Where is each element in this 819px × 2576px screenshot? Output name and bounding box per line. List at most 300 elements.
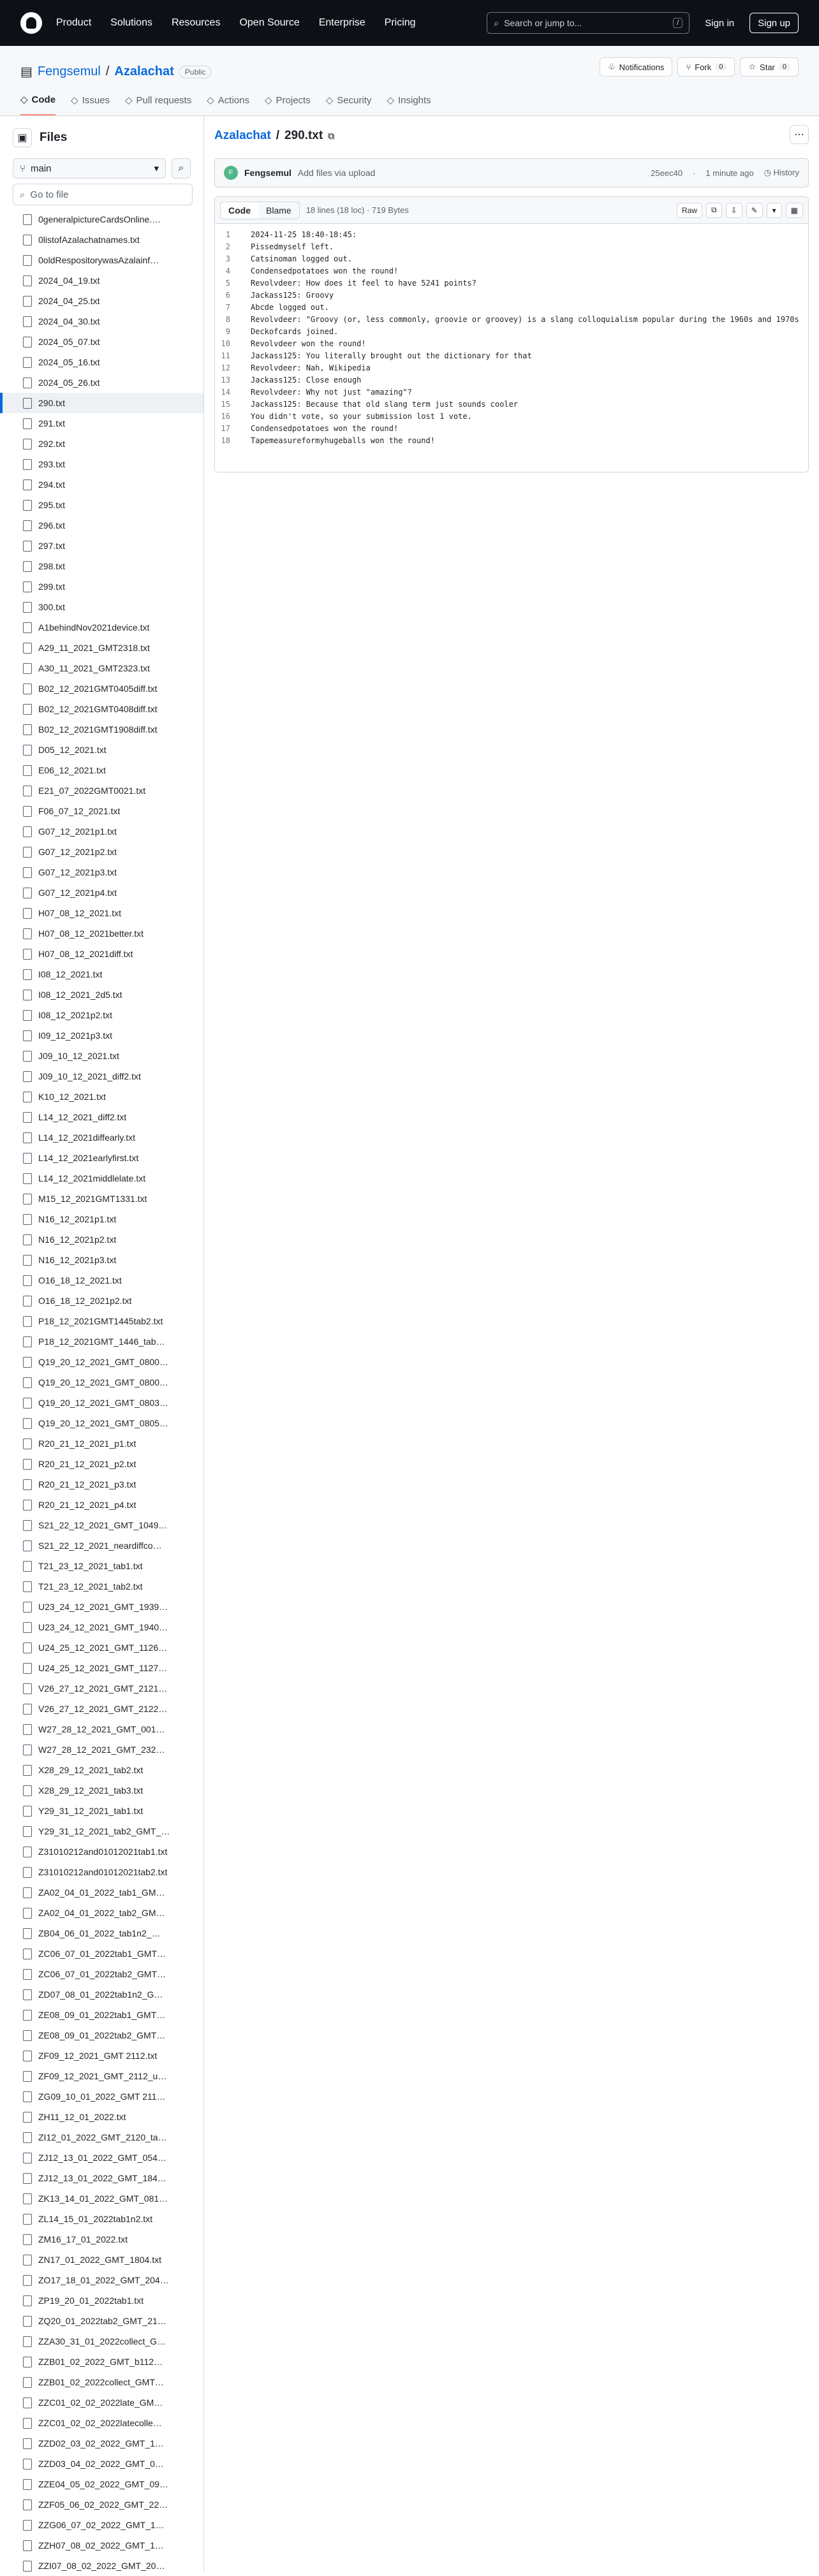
file-tree-item[interactable]: Q19_20_12_2021_GMT_0805…: [0, 1413, 203, 1433]
file-icon: [23, 2520, 32, 2531]
pull-request-icon: ◇: [124, 95, 133, 106]
file-tree-item[interactable]: 298.txt: [0, 556, 203, 576]
bell-icon: ♧: [607, 62, 616, 71]
file-tree-item[interactable]: B02_12_2021GMT0405diff.txt: [0, 678, 203, 699]
file-tree-item[interactable]: ZZD03_04_02_2022_GMT_0…: [0, 2454, 203, 2474]
search-icon: ⌕: [20, 189, 26, 200]
line-number[interactable]: 12: [221, 363, 230, 372]
file-tree-item[interactable]: L14_12_2021earlyfirst.txt: [0, 1148, 203, 1168]
file-icon: [23, 418, 32, 429]
file-icon: [23, 1908, 32, 1919]
file-tree-item[interactable]: D05_12_2021.txt: [0, 740, 203, 760]
file-tree-item[interactable]: G07_12_2021p1.txt: [0, 821, 203, 842]
file-icon: [23, 928, 32, 939]
code-line[interactable]: 6 Jackass125: Groovy: [215, 291, 808, 303]
file-icon: [23, 1194, 32, 1204]
file-tree-item[interactable]: ZZI07_08_02_2022_GMT_20…: [0, 2556, 203, 2576]
file-tree-item[interactable]: I08_12_2021.txt: [0, 964, 203, 984]
code-line[interactable]: 17 Condensedpotatoes won the round!: [215, 424, 808, 436]
code-line[interactable]: 18 Tapemeasureformyhugeballs won the round!: [215, 436, 808, 448]
repo-tabs: [20, 85, 431, 115]
line-number[interactable]: 18: [221, 436, 230, 445]
file-tree-item[interactable]: 291.txt: [0, 413, 203, 434]
file-tree-item[interactable]: 2024_05_26.txt: [0, 372, 203, 393]
go-to-file-input[interactable]: ⌕ Go to file: [13, 184, 193, 205]
line-number[interactable]: 9: [225, 327, 230, 336]
file-tree-item[interactable]: N16_12_2021p2.txt: [0, 1229, 203, 1250]
branch-icon: ⑂: [20, 163, 26, 174]
file-tree-item[interactable]: P18_12_2021GMT1445tab2.txt: [0, 1311, 203, 1331]
file-tree-item[interactable]: H07_08_12_2021better.txt: [0, 923, 203, 944]
code-line[interactable]: 3 Catsinoman logged out.: [215, 254, 808, 267]
file-tree-item[interactable]: ZA02_04_01_2022_tab1_GM…: [0, 1882, 203, 1903]
sidebar-toggle-icon[interactable]: ▣: [13, 128, 32, 147]
search-icon: ⌕: [178, 163, 184, 173]
breadcrumb: Azalachat / 290.txt ⧉: [214, 129, 335, 142]
file-tree-item[interactable]: L14_12_2021middlelate.txt: [0, 1168, 203, 1189]
line-number[interactable]: 3: [225, 254, 230, 263]
file-icon: [23, 2173, 32, 2184]
file-tree-item[interactable]: ZG09_10_01_2022_GMT 211…: [0, 2086, 203, 2107]
file-tree-item[interactable]: ZZC01_02_02_2022late_GM…: [0, 2392, 203, 2413]
file-tree-item[interactable]: U24_25_12_2021_GMT_1126…: [0, 1637, 203, 1658]
file-tree-item[interactable]: 300.txt: [0, 597, 203, 617]
file-icon: [23, 1785, 32, 1796]
code-line[interactable]: 13 Jackass125: Close enough: [215, 376, 808, 388]
file-icon: [23, 1969, 32, 1980]
file-icon: [23, 439, 32, 450]
code-line[interactable]: 7 Abcde logged out.: [215, 303, 808, 315]
file-icon: [23, 1479, 32, 1490]
code-line[interactable]: 2 Pissedmyself left.: [215, 242, 808, 254]
repo-icon: ▤: [20, 65, 33, 79]
download-icon[interactable]: ⇩: [726, 203, 742, 218]
code-line[interactable]: 10 Revolvdeer won the round!: [215, 339, 808, 351]
file-icon: [23, 1806, 32, 1817]
file-icon: [23, 582, 32, 592]
nav-item[interactable]: Product: [56, 17, 92, 28]
file-tree-item[interactable]: A1behindNov2021device.txt: [0, 617, 203, 638]
file-icon: [23, 2479, 32, 2490]
file-icon: [23, 2336, 32, 2347]
edit-icon[interactable]: ✎: [746, 203, 763, 218]
file-icon: [23, 949, 32, 960]
line-number[interactable]: 16: [221, 412, 230, 421]
file-tree-item[interactable]: ZO17_18_01_2022_GMT_204…: [0, 2270, 203, 2290]
file-tree-item[interactable]: 292.txt: [0, 434, 203, 454]
file-tree-item[interactable]: E06_12_2021.txt: [0, 760, 203, 780]
file-icon: [23, 1724, 32, 1735]
file-tree-item[interactable]: ZZC01_02_02_2022latecolle…: [0, 2413, 203, 2433]
file-tree-item[interactable]: W27_28_12_2021_GMT_232…: [0, 1739, 203, 1760]
code-line[interactable]: 15 Jackass125: Because that old slang term just sounds cooler: [215, 400, 808, 412]
file-tree-item[interactable]: Q19_20_12_2021_GMT_0800…: [0, 1352, 203, 1372]
code-line[interactable]: 4 Condensedpotatoes won the round!: [215, 267, 808, 279]
file-tree-item[interactable]: I08_12_2021p2.txt: [0, 1005, 203, 1025]
line-number[interactable]: 17: [221, 424, 230, 433]
projects-icon: ◇: [264, 95, 272, 106]
file-tree-item[interactable]: G07_12_2021p3.txt: [0, 862, 203, 882]
file-icon: [23, 765, 32, 776]
file-tree-item[interactable]: R20_21_12_2021_p3.txt: [0, 1474, 203, 1495]
file-tree-item[interactable]: J09_10_12_2021_diff2.txt: [0, 1066, 203, 1087]
file-tree-item[interactable]: ZE08_09_01_2022tab1_GMT…: [0, 2005, 203, 2025]
file-tree-item[interactable]: T21_23_12_2021_tab2.txt: [0, 1576, 203, 1597]
fork-icon: ⑂: [686, 62, 691, 72]
file-tree-item[interactable]: Y29_31_12_2021_tab2_GMT_…: [0, 1821, 203, 1841]
file-icon: [23, 908, 32, 919]
code-lines: [215, 224, 808, 455]
file-tree-item[interactable]: 294.txt: [0, 474, 203, 495]
file-icon: [23, 316, 32, 327]
kebab-icon: ⋯: [794, 129, 804, 140]
file-tree-item[interactable]: I09_12_2021p3.txt: [0, 1025, 203, 1046]
file-tree-item[interactable]: A30_11_2021_GMT2323.txt: [0, 658, 203, 678]
file-icon: [23, 2214, 32, 2225]
file-tree-item[interactable]: A29_11_2021_GMT2318.txt: [0, 638, 203, 658]
file-tree-item[interactable]: ZZG06_07_02_2022_GMT_1…: [0, 2515, 203, 2535]
file-tree-item[interactable]: 290.txt: [0, 393, 203, 413]
file-tree-item[interactable]: V26_27_12_2021_GMT_2122…: [0, 1699, 203, 1719]
file-tree-item[interactable]: 296.txt: [0, 515, 203, 536]
nav-item[interactable]: Open Source: [239, 17, 300, 28]
copy-icon[interactable]: ⧉: [706, 203, 722, 218]
repository-header: [0, 46, 819, 116]
file-tree-item[interactable]: Y29_31_12_2021_tab1.txt: [0, 1801, 203, 1821]
fork-button[interactable]: ⑂ Fork 0: [677, 57, 735, 77]
file-tree-item[interactable]: J09_10_12_2021.txt: [0, 1046, 203, 1066]
file-icon: [23, 2397, 32, 2408]
breadcrumb-repo-link[interactable]: Azalachat: [214, 129, 271, 142]
file-tree-item[interactable]: O16_18_12_2021p2.txt: [0, 1291, 203, 1311]
file-icon: [23, 377, 32, 388]
security-icon: ◇: [325, 95, 334, 106]
blame-tab[interactable]: Blame: [266, 205, 291, 216]
file-tree-item[interactable]: N16_12_2021p3.txt: [0, 1250, 203, 1270]
file-icon: [23, 704, 32, 715]
file-tree-item[interactable]: V26_27_12_2021_GMT_2121…: [0, 1678, 203, 1699]
commit-hash[interactable]: 25eec40: [651, 168, 683, 178]
file-tree-item[interactable]: 2024_04_25.txt: [0, 291, 203, 311]
file-tree-item[interactable]: ZQ20_01_2022tab2_GMT_21…: [0, 2311, 203, 2331]
file-icon: [23, 1357, 32, 1368]
file-icon: [23, 459, 32, 470]
file-tree-item[interactable]: ZZD02_03_02_2022_GMT_1…: [0, 2433, 203, 2454]
file-tree-item[interactable]: ZE08_09_01_2022tab2_GMT…: [0, 2025, 203, 2045]
file-icon: [23, 1051, 32, 1062]
tab-issues[interactable]: ◇ Issues: [71, 94, 110, 106]
file-icon: [23, 1847, 32, 1857]
repository-title: ▤ Fengsemul / Azalachat Public: [20, 64, 211, 80]
file-tree-item[interactable]: 293.txt: [0, 454, 203, 474]
file-tree-item[interactable]: ZM16_17_01_2022.txt: [0, 2229, 203, 2250]
nav-item[interactable]: Pricing: [384, 17, 416, 28]
file-tree-item[interactable]: G07_12_2021p2.txt: [0, 842, 203, 862]
file-tree-item[interactable]: F06_07_12_2021.txt: [0, 801, 203, 821]
code-line[interactable]: 8 Revolvdeer: "Groovy (or, less commonly, groovie or groovey) is a slang colloquialism popular during the 1960s and 1970s: [215, 315, 808, 327]
file-icon: [23, 2499, 32, 2510]
repo-name-link[interactable]: Azalachat: [114, 64, 174, 78]
line-number[interactable]: 7: [225, 303, 230, 312]
file-viewer: [214, 196, 809, 472]
code-icon: ◇: [20, 94, 28, 105]
file-tree-item[interactable]: S21_22_12_2021_neardiffco…: [0, 1535, 203, 1556]
file-icon: [23, 1949, 32, 1959]
file-icon: [23, 990, 32, 1000]
file-tree-item[interactable]: U23_24_12_2021_GMT_1940…: [0, 1617, 203, 1637]
file-icon: [23, 786, 32, 796]
file-tree-item[interactable]: I08_12_2021_2d5.txt: [0, 984, 203, 1005]
file-icon: [23, 1030, 32, 1041]
file-tree-item[interactable]: X28_29_12_2021_tab2.txt: [0, 1760, 203, 1780]
history-link[interactable]: ◷ History: [764, 168, 799, 177]
github-logo-icon[interactable]: [20, 12, 42, 34]
file-search-button[interactable]: [172, 158, 191, 179]
issues-icon: ◇: [71, 95, 78, 106]
avatar[interactable]: F: [224, 166, 238, 180]
code-line[interactable]: 11 Jackass125: You literally brought out the dictionary for that: [215, 351, 808, 363]
file-tree-item[interactable]: R20_21_12_2021_p1.txt: [0, 1433, 203, 1454]
file-tree-item[interactable]: ZK13_14_01_2022_GMT_081…: [0, 2188, 203, 2209]
file-icon: [23, 2459, 32, 2470]
file-tree-item[interactable]: ZZA30_31_01_2022collect_G…: [0, 2331, 203, 2352]
file-icon: [23, 541, 32, 552]
file-tree-item[interactable]: ZZE04_05_02_2022_GMT_09…: [0, 2474, 203, 2494]
file-tree-item[interactable]: U23_24_12_2021_GMT_1939…: [0, 1597, 203, 1617]
file-tree-item[interactable]: ZD07_08_01_2022tab1n2_G…: [0, 1984, 203, 2005]
file-icon: [23, 1581, 32, 1592]
file-icon: [23, 1153, 32, 1164]
file-tree-item[interactable]: R20_21_12_2021_p4.txt: [0, 1495, 203, 1515]
chevron-down-icon[interactable]: ▾: [767, 203, 782, 218]
file-tree-item[interactable]: E21_07_2022GMT0021.txt: [0, 780, 203, 801]
file-icon: [23, 1398, 32, 1409]
file-tree-item[interactable]: ZN17_01_2022_GMT_1804.txt: [0, 2250, 203, 2270]
file-tree-item[interactable]: ZF09_12_2021_GMT_2112_u…: [0, 2066, 203, 2086]
slash-shortcut: /: [673, 18, 682, 28]
line-number[interactable]: 15: [221, 400, 230, 409]
file-tree-item[interactable]: T21_23_12_2021_tab1.txt: [0, 1556, 203, 1576]
line-number[interactable]: 11: [221, 351, 230, 360]
file-tree-item[interactable]: ZZF05_06_02_2022_GMT_22…: [0, 2494, 203, 2515]
tab-insights[interactable]: ◇ Insights: [387, 94, 431, 106]
file-icon: [23, 1643, 32, 1653]
file-tree-item[interactable]: ZZB01_02_2022_GMT_b112…: [0, 2352, 203, 2372]
file-tree-item[interactable]: ZI12_01_2022_GMT_2120_ta…: [0, 2127, 203, 2148]
file-tree-item[interactable]: B02_12_2021GMT1908diff.txt: [0, 719, 203, 740]
code-line[interactable]: 16 You didn't vote, so your submission lost 1 vote.: [215, 412, 808, 424]
file-tree-item[interactable]: 0listofAzalachatnames.txt: [0, 230, 203, 250]
commit-time: 1 minute ago: [705, 168, 754, 178]
tab-security[interactable]: ◇ Security: [325, 94, 372, 106]
sign-in-link[interactable]: Sign in: [705, 17, 735, 29]
file-icon: [23, 398, 32, 409]
nav-item[interactable]: Resources: [171, 17, 221, 28]
file-icon: [23, 1438, 32, 1449]
code-line[interactable]: 5 Revolvdeer: How does it feel to have 5241 points?: [215, 279, 808, 291]
raw-button[interactable]: Raw: [677, 203, 702, 218]
line-number[interactable]: 14: [221, 388, 230, 397]
file-tree-item[interactable]: ZF09_12_2021_GMT 2112.txt: [0, 2045, 203, 2066]
file-tree-item[interactable]: L14_12_2021_diff2.txt: [0, 1107, 203, 1127]
file-tree-item[interactable]: Q19_20_12_2021_GMT_0800…: [0, 1372, 203, 1393]
file-tree-sidebar: [0, 116, 204, 2572]
file-icon: [23, 1112, 32, 1123]
file-tree-item[interactable]: ZC06_07_01_2022tab1_GMT…: [0, 1943, 203, 1964]
file-tree-item[interactable]: H07_08_12_2021.txt: [0, 903, 203, 923]
line-number[interactable]: 13: [221, 376, 230, 384]
file-icon: [23, 1683, 32, 1694]
file-icon: [23, 2234, 32, 2245]
file-icon: [23, 1092, 32, 1102]
insights-icon: ◇: [387, 95, 394, 106]
actions-icon: ◇: [207, 95, 214, 106]
file-icon: [23, 1418, 32, 1429]
file-icon: [23, 1010, 32, 1021]
file-tree-item[interactable]: B02_12_2021GMT0408diff.txt: [0, 699, 203, 719]
tab-projects[interactable]: ◇ Projects: [264, 94, 311, 106]
top-nav: [56, 17, 416, 29]
file-tree-item[interactable]: 2024_05_16.txt: [0, 352, 203, 372]
file-tree-item[interactable]: 297.txt: [0, 536, 203, 556]
file-tree-item[interactable]: ZC06_07_01_2022tab2_GMT…: [0, 1964, 203, 1984]
sign-up-button[interactable]: Sign up: [749, 13, 799, 33]
file-icon: [23, 1622, 32, 1633]
file-tree-item[interactable]: Q19_20_12_2021_GMT_0803…: [0, 1393, 203, 1413]
more-options-button[interactable]: [790, 125, 809, 144]
file-tree-item[interactable]: Z31010212and01012021tab1.txt: [0, 1841, 203, 1862]
code-tab[interactable]: Code: [221, 202, 258, 219]
file-icon: [23, 1336, 32, 1347]
nav-item[interactable]: Enterprise: [318, 17, 365, 28]
file-tree-item[interactable]: K10_12_2021.txt: [0, 1087, 203, 1107]
file-icon: [23, 1255, 32, 1266]
tab-code[interactable]: ◇ Code: [20, 85, 55, 115]
branch-selector[interactable]: ⑂ main ▾: [13, 158, 166, 179]
file-tree-item[interactable]: ZH11_12_01_2022.txt: [0, 2107, 203, 2127]
search-icon: ⌕: [494, 17, 499, 28]
owner-link[interactable]: Fengsemul: [37, 64, 101, 78]
file-tree-item[interactable]: W27_28_12_2021_GMT_001…: [0, 1719, 203, 1739]
file-icon: [23, 969, 32, 980]
line-number[interactable]: 5: [225, 279, 230, 288]
file-tree-item[interactable]: L14_12_2021diffearly.txt: [0, 1127, 203, 1148]
code-line[interactable]: 14 Revolvdeer: Why not just "amazing"?: [215, 388, 808, 400]
file-icon: [23, 561, 32, 572]
file-icon: [23, 1500, 32, 1511]
file-tree-item[interactable]: ZJ12_13_01_2022_GMT_184…: [0, 2168, 203, 2188]
tab-actions[interactable]: ◇ Actions: [207, 94, 249, 106]
file-tree-item[interactable]: H07_08_12_2021diff.txt: [0, 944, 203, 964]
file-tree-item[interactable]: M15_12_2021GMT1331.txt: [0, 1189, 203, 1209]
file-tree-item[interactable]: ZA02_04_01_2022_tab2_GM…: [0, 1903, 203, 1923]
code-line[interactable]: 1 2024-11-25 18:40-18:45:: [215, 230, 808, 242]
file-icon: [23, 2193, 32, 2204]
code-line[interactable]: 12 Revolvdeer: Nah, Wikipedia: [215, 363, 808, 376]
file-tree-item[interactable]: 2024_04_30.txt: [0, 311, 203, 332]
file-tree-item[interactable]: ZZB01_02_2022collect_GMT…: [0, 2372, 203, 2392]
file-icon: [23, 1071, 32, 1082]
notifications-button[interactable]: ♧ Notifications: [600, 57, 672, 77]
file-tree-item[interactable]: N16_12_2021p1.txt: [0, 1209, 203, 1229]
file-icon: [23, 1275, 32, 1286]
file-tree-item[interactable]: X28_29_12_2021_tab3.txt: [0, 1780, 203, 1801]
file-tree-item[interactable]: ZJ12_13_01_2022_GMT_054…: [0, 2148, 203, 2168]
file-tree-item[interactable]: O16_18_12_2021.txt: [0, 1270, 203, 1291]
nav-item[interactable]: Solutions: [110, 17, 152, 28]
file-tree-item[interactable]: U24_25_12_2021_GMT_1127…: [0, 1658, 203, 1678]
file-icon: [23, 500, 32, 511]
file-tree-item[interactable]: ZL14_15_01_2022tab1n2.txt: [0, 2209, 203, 2229]
star-button[interactable]: ☆ Star 0: [740, 57, 799, 77]
symbols-icon[interactable]: ▦: [786, 203, 803, 218]
file-tree-item[interactable]: Z31010212and01012021tab2.txt: [0, 1862, 203, 1882]
file-icon: [23, 663, 32, 674]
file-icon: [23, 867, 32, 878]
file-tree-item[interactable]: ZB04_06_01_2022_tab1n2_…: [0, 1923, 203, 1943]
file-tree-item[interactable]: 295.txt: [0, 495, 203, 515]
file-icon: [23, 1704, 32, 1715]
file-tree-item[interactable]: 0oldRespositorywasAzalainf…: [0, 250, 203, 270]
file-icon: [23, 1663, 32, 1674]
file-icon: [23, 1928, 32, 1939]
line-number[interactable]: 4: [225, 267, 230, 275]
line-number[interactable]: 2: [225, 242, 230, 251]
file-tree-item[interactable]: 2024_04_19.txt: [0, 270, 203, 291]
file-icon: [23, 888, 32, 898]
file-icon: [23, 1989, 32, 2000]
file-tree-item[interactable]: R20_21_12_2021_p2.txt: [0, 1454, 203, 1474]
global-header: [0, 0, 819, 46]
commit-message[interactable]: Add files via upload: [297, 168, 376, 178]
file-metadata: 18 lines (18 loc) · 719 Bytes: [306, 205, 409, 215]
file-tree-item[interactable]: 299.txt: [0, 576, 203, 597]
file-icon: [23, 724, 32, 735]
file-icon: [23, 1602, 32, 1613]
line-number[interactable]: 1: [225, 230, 230, 239]
file-icon: [23, 2540, 32, 2551]
file-icon: [23, 1459, 32, 1470]
files-title: Files: [40, 131, 68, 144]
search-input[interactable]: ⌕ Search or jump to... /: [487, 12, 690, 34]
tab-pull-requests[interactable]: ◇ Pull requests: [124, 94, 192, 106]
file-icon: [23, 235, 32, 245]
line-number[interactable]: 6: [225, 291, 230, 300]
file-icon: [23, 1520, 32, 1531]
copy-path-icon[interactable]: ⧉: [328, 130, 335, 141]
file-tree-item[interactable]: ZZH07_08_02_2022_GMT_1…: [0, 2535, 203, 2556]
line-number[interactable]: 10: [221, 339, 230, 348]
file-tree-item[interactable]: 0generalpictureCardsOnline.…: [0, 209, 203, 230]
file-icon: [23, 1132, 32, 1143]
file-tree-item[interactable]: 2024_05_07.txt: [0, 332, 203, 352]
file-icon: [23, 602, 32, 613]
file-tree-item[interactable]: P18_12_2021GMT_1446_tab…: [0, 1331, 203, 1352]
commit-author[interactable]: Fengsemul: [244, 168, 291, 178]
line-number[interactable]: 8: [225, 315, 230, 324]
star-icon: ☆: [748, 62, 756, 71]
file-icon: [23, 275, 32, 286]
file-tree-item[interactable]: G07_12_2021p4.txt: [0, 882, 203, 903]
file-icon: [23, 214, 32, 225]
code-line[interactable]: 9 Deckofcards joined.: [215, 327, 808, 339]
file-icon: [23, 684, 32, 694]
file-tree-item[interactable]: S21_22_12_2021_GMT_1049…: [0, 1515, 203, 1535]
file-icon: [23, 1887, 32, 1898]
file-icon: [23, 479, 32, 490]
latest-commit-bar: F Fengsemul Add files via upload 25eec40 · 1 minute ago ◷ History: [214, 158, 809, 187]
file-tree-item[interactable]: ZP19_20_01_2022tab1.txt: [0, 2290, 203, 2311]
